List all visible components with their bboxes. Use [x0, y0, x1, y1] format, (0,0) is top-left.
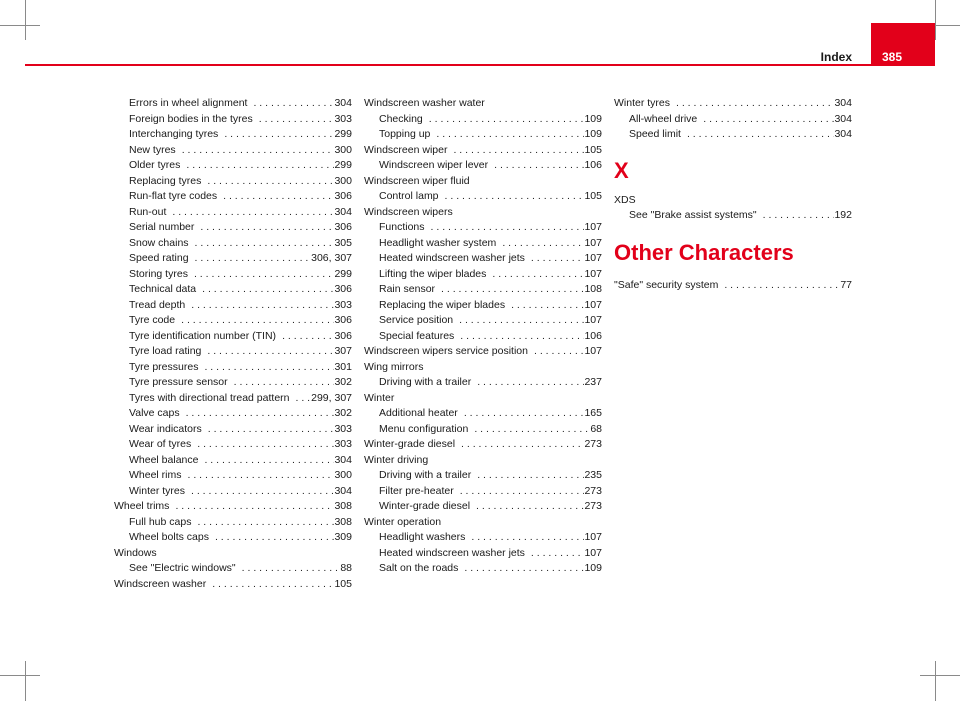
letter-heading-x: X — [614, 157, 629, 183]
index-term: Heated windscreen washer jets — [379, 252, 525, 264]
leader-dots — [454, 484, 585, 500]
index-page-ref: 299 — [334, 128, 352, 140]
index-entry — [364, 251, 602, 267]
index-entry — [614, 278, 852, 294]
index-page-ref: 107 — [584, 252, 602, 264]
crop-mark — [935, 661, 936, 701]
index-page-ref: 107 — [584, 267, 602, 280]
index-entry — [114, 344, 352, 360]
leader-dots — [670, 96, 834, 112]
index-page-ref: 68 — [590, 422, 602, 435]
index-term: Tyre pressure sensor — [129, 376, 228, 388]
leader-dots — [525, 546, 585, 562]
index-entry — [364, 344, 602, 360]
leader-dots — [198, 360, 334, 376]
index-term: Functions — [379, 221, 425, 233]
section-title: Index — [820, 50, 852, 64]
index-page-ref: 273 — [584, 500, 602, 512]
leader-dots — [185, 298, 334, 314]
index-entry — [114, 313, 352, 329]
index-entry — [114, 329, 352, 345]
leader-dots — [206, 577, 334, 593]
leader-dots — [488, 158, 584, 174]
leader-dots — [228, 375, 335, 391]
index-page-ref: 304 — [834, 112, 852, 125]
index-page-ref: 107 — [584, 298, 602, 311]
index-term: Winter-grade diesel — [364, 438, 456, 450]
index-page-ref: 300 — [334, 143, 352, 156]
leader-dots — [247, 96, 334, 112]
index-term: Wheel balance — [129, 453, 199, 466]
leader-dots — [182, 468, 335, 484]
index-term: "Safe" security system — [614, 278, 719, 291]
index-column-1 — [114, 96, 352, 592]
index-term: Heated windscreen washer jets — [379, 546, 525, 559]
index-entry — [364, 236, 602, 252]
leader-dots — [458, 561, 584, 577]
leader-dots — [253, 112, 335, 128]
index-entry — [364, 484, 602, 500]
index-entry — [114, 453, 352, 469]
index-term: Special features — [379, 329, 455, 342]
index-page-ref: 300 — [334, 174, 352, 187]
index-heading: Windscreen wipers — [364, 205, 453, 218]
index-term: Errors in wheel alignment — [129, 97, 248, 109]
index-entry — [114, 360, 352, 376]
index-page-ref: 307 — [334, 345, 352, 357]
index-page-ref: 105 — [334, 577, 352, 590]
index-entry — [114, 220, 352, 236]
crop-mark — [0, 675, 40, 676]
index-heading: Windscreen washer water — [364, 97, 485, 109]
leader-dots — [486, 267, 584, 283]
index-term: Run-flat tyre codes — [129, 190, 218, 202]
index-entry — [364, 546, 602, 562]
index-page-ref: 306 — [334, 283, 352, 295]
index-entry — [114, 391, 352, 407]
index-term: Tyre code — [129, 314, 176, 326]
index-term: See "Brake assist systems" — [629, 209, 757, 221]
index-term: Rain sensor — [379, 283, 436, 295]
index-page-ref: 306, 307 — [311, 252, 352, 264]
index-term: New tyres — [129, 143, 176, 156]
index-term: Older tyres — [129, 159, 181, 171]
index-term: Tyre identification number (TIN) — [129, 329, 277, 342]
header-rule — [25, 64, 935, 66]
index-entry — [114, 251, 352, 267]
index-page-ref: 305 — [334, 236, 352, 249]
index-term: Winter tyres — [129, 484, 186, 497]
leader-dots — [455, 437, 584, 453]
leader-dots — [185, 484, 334, 500]
index-term: All-wheel drive — [629, 112, 698, 125]
leader-dots — [217, 189, 334, 205]
leader-dots — [697, 112, 834, 128]
index-page-ref: 304 — [334, 453, 352, 466]
leader-dots — [201, 344, 334, 360]
index-term: Tread depth — [129, 298, 186, 311]
index-entry — [364, 267, 602, 283]
index-entry — [364, 158, 602, 174]
leader-dots — [189, 236, 335, 252]
leader-dots — [471, 468, 584, 484]
leader-dots — [453, 313, 584, 329]
index-page-ref: 107 — [584, 314, 602, 326]
index-entry — [364, 127, 602, 143]
index-term: Windscreen wiper — [364, 143, 448, 156]
index-page-ref: 303 — [334, 112, 352, 125]
index-entry — [364, 468, 602, 484]
index-term: Winter tyres — [614, 97, 671, 109]
leader-dots — [423, 112, 585, 128]
index-term: Service position — [379, 314, 454, 326]
leader-dots — [191, 437, 334, 453]
index-page-ref: 299 — [334, 267, 352, 280]
index-term: Storing tyres — [129, 267, 188, 280]
index-entry — [114, 267, 352, 283]
index-page-ref: 107 — [584, 236, 602, 249]
index-entry — [614, 112, 852, 128]
index-entry — [114, 406, 352, 422]
index-term: Menu configuration — [379, 422, 469, 435]
index-entry — [614, 127, 852, 143]
leader-dots — [180, 406, 335, 422]
index-entry — [114, 96, 352, 112]
leader-dots — [430, 127, 584, 143]
index-entry — [364, 406, 602, 422]
leader-dots — [191, 515, 334, 531]
index-page-ref: 306 — [334, 221, 352, 233]
index-term: Speed rating — [129, 252, 189, 264]
index-entry — [114, 205, 352, 221]
index-term: Tyre load rating — [129, 345, 202, 357]
index-page-ref: 303 — [334, 298, 352, 311]
index-page-ref: 109 — [584, 128, 602, 140]
leader-dots — [180, 158, 334, 174]
leader-dots — [169, 499, 334, 515]
index-page-ref: 299, 307 — [311, 391, 352, 404]
index-page-ref: 301 — [334, 360, 352, 373]
index-page-ref: 107 — [584, 546, 602, 559]
leader-dots — [439, 189, 585, 205]
crop-mark — [0, 25, 40, 26]
index-column-2 — [364, 96, 602, 577]
leader-dots — [757, 208, 835, 224]
index-entry — [364, 499, 602, 515]
index-term: Control lamp — [379, 190, 439, 202]
index-term: Additional heater — [379, 407, 458, 419]
index-entry — [614, 208, 852, 224]
leader-dots — [189, 251, 312, 267]
index-term: Windscreen wipers service position — [364, 345, 528, 357]
index-page-ref: 303 — [334, 422, 352, 435]
index-page-ref: 306 — [334, 329, 352, 342]
index-entry — [114, 422, 352, 438]
index-entry — [114, 515, 352, 531]
index-term: Tyre pressures — [129, 360, 199, 373]
index-page-ref: 304 — [334, 484, 352, 497]
index-page-ref: 235 — [584, 469, 602, 481]
index-entry — [364, 437, 602, 453]
index-page-ref: 304 — [834, 128, 852, 140]
leader-dots — [290, 391, 312, 407]
leader-dots — [505, 298, 584, 314]
index-page-ref: 308 — [334, 515, 352, 528]
index-term: Wear indicators — [129, 422, 202, 435]
index-term: Wheel trims — [114, 500, 170, 512]
index-entry — [364, 329, 602, 345]
index-page-ref: 108 — [584, 283, 602, 295]
index-entry — [364, 375, 602, 391]
leader-dots — [201, 174, 334, 190]
crop-mark — [25, 0, 26, 40]
leader-dots — [435, 282, 584, 298]
index-entry — [114, 236, 352, 252]
index-page-ref: 302 — [334, 376, 352, 388]
index-heading: XDS — [614, 193, 636, 206]
other-characters-heading: Other Characters — [614, 239, 794, 265]
index-page-ref: 308 — [334, 500, 352, 512]
index-term: Driving with a trailer — [379, 376, 472, 388]
index-term: Replacing the wiper blades — [379, 298, 506, 311]
index-page-ref: 106 — [584, 329, 602, 342]
index-entry — [114, 298, 352, 314]
index-entry — [364, 189, 602, 205]
leader-dots — [194, 220, 334, 236]
leader-dots — [209, 530, 335, 546]
index-term: Headlight washer system — [379, 236, 497, 249]
index-page-ref: 105 — [584, 190, 602, 202]
index-column-3 — [614, 96, 852, 293]
leader-dots — [175, 313, 334, 329]
index-heading: Windscreen wiper fluid — [364, 174, 470, 187]
index-term: Run-out — [129, 205, 167, 218]
index-heading: Windows — [114, 546, 157, 559]
leader-dots — [218, 127, 334, 143]
index-entry — [114, 189, 352, 205]
leader-dots — [188, 267, 335, 283]
leader-dots — [465, 530, 584, 546]
index-page-ref: 106 — [584, 159, 602, 171]
index-page-ref: 107 — [584, 345, 602, 357]
index-term: Valve caps — [129, 407, 180, 419]
index-page-ref: 107 — [584, 221, 602, 233]
index-term: Checking — [379, 112, 423, 125]
index-entry — [114, 437, 352, 453]
index-entry — [114, 577, 352, 593]
index-entry — [364, 143, 602, 159]
index-term: Salt on the roads — [379, 562, 459, 574]
index-term: Serial number — [129, 221, 195, 233]
index-entry — [114, 112, 352, 128]
leader-dots — [198, 453, 334, 469]
index-term: Headlight washers — [379, 531, 466, 543]
page-number-tab — [871, 23, 935, 66]
index-entry — [364, 422, 602, 438]
leader-dots — [176, 143, 335, 159]
index-entry — [114, 174, 352, 190]
leader-dots — [681, 127, 835, 143]
leader-dots — [496, 236, 584, 252]
leader-dots — [202, 422, 335, 438]
index-term: Snow chains — [129, 236, 189, 249]
index-term: Topping up — [379, 128, 431, 140]
leader-dots — [196, 282, 334, 298]
index-term: Filter pre-heater — [379, 484, 454, 497]
index-entry — [364, 530, 602, 546]
crop-mark — [25, 661, 26, 701]
index-page-ref: 273 — [584, 484, 602, 497]
index-page-ref: 300 — [334, 469, 352, 481]
index-entry — [364, 220, 602, 236]
index-entry — [114, 530, 352, 546]
index-term: Wheel rims — [129, 469, 182, 481]
index-page-ref: 88 — [340, 562, 352, 574]
index-entry — [114, 127, 352, 143]
crop-mark — [920, 675, 960, 676]
leader-dots — [525, 251, 585, 267]
index-term: Wheel bolts caps — [129, 531, 209, 543]
index-page-ref: 77 — [840, 278, 852, 291]
leader-dots — [718, 278, 840, 294]
index-page-ref: 105 — [584, 143, 602, 156]
index-term: Foreign bodies in the tyres — [129, 112, 253, 125]
index-term: Wear of tyres — [129, 438, 192, 450]
index-heading: Winter driving — [364, 453, 429, 466]
index-term: Tyres with directional tread pattern — [129, 391, 290, 404]
page-number: 385 — [882, 50, 903, 64]
index-entry — [114, 468, 352, 484]
index-page-ref: 304 — [834, 97, 852, 109]
index-entry — [364, 112, 602, 128]
leader-dots — [458, 406, 585, 422]
index-page-ref: 192 — [834, 209, 852, 221]
index-entry — [364, 298, 602, 314]
index-page-ref: 304 — [334, 97, 352, 109]
index-term: Technical data — [129, 283, 197, 295]
index-term: Interchanging tyres — [129, 128, 219, 140]
index-page-ref: 306 — [334, 314, 352, 326]
index-term: Windscreen wiper lever — [379, 159, 489, 171]
index-term: Windscreen washer — [114, 577, 207, 590]
index-entry — [364, 313, 602, 329]
index-entry — [114, 375, 352, 391]
index-page-ref: 299 — [334, 159, 352, 171]
index-heading: Winter operation — [364, 515, 442, 528]
index-page-ref: 165 — [584, 407, 602, 419]
index-heading: Winter — [364, 391, 395, 404]
index-term: Driving with a trailer — [379, 469, 472, 481]
index-term: Full hub caps — [129, 515, 192, 528]
leader-dots — [454, 329, 584, 345]
index-heading: Wing mirrors — [364, 360, 424, 373]
index-entry — [364, 561, 602, 577]
index-term: Speed limit — [629, 128, 681, 140]
index-term: Lifting the wiper blades — [379, 267, 487, 280]
index-page-ref: 306 — [334, 190, 352, 202]
index-term: See "Electric windows" — [129, 562, 236, 574]
leader-dots — [447, 143, 584, 159]
index-page-ref: 304 — [334, 205, 352, 218]
crop-mark — [935, 0, 936, 40]
index-page-ref: 237 — [584, 376, 602, 388]
index-page-ref: 107 — [584, 531, 602, 543]
index-entry — [114, 282, 352, 298]
leader-dots — [276, 329, 334, 345]
index-page-ref: 302 — [334, 407, 352, 419]
index-page-ref: 109 — [584, 112, 602, 125]
leader-dots — [166, 205, 334, 221]
index-page-ref: 309 — [334, 531, 352, 543]
leader-dots — [236, 561, 341, 577]
index-page-ref: 273 — [584, 438, 602, 450]
index-entry — [114, 143, 352, 159]
index-entry — [114, 158, 352, 174]
index-page-ref: 109 — [584, 562, 602, 574]
leader-dots — [471, 375, 584, 391]
leader-dots — [528, 344, 584, 360]
index-entry — [364, 282, 602, 298]
index-entry — [114, 499, 352, 515]
index-entry — [114, 484, 352, 500]
leader-dots — [468, 422, 590, 438]
leader-dots — [425, 220, 585, 236]
index-entry — [114, 561, 352, 577]
index-entry — [614, 96, 852, 112]
index-page-ref: 303 — [334, 438, 352, 450]
index-term: Winter-grade diesel — [379, 500, 471, 512]
index-term: Replacing tyres — [129, 174, 202, 187]
leader-dots — [470, 499, 584, 515]
